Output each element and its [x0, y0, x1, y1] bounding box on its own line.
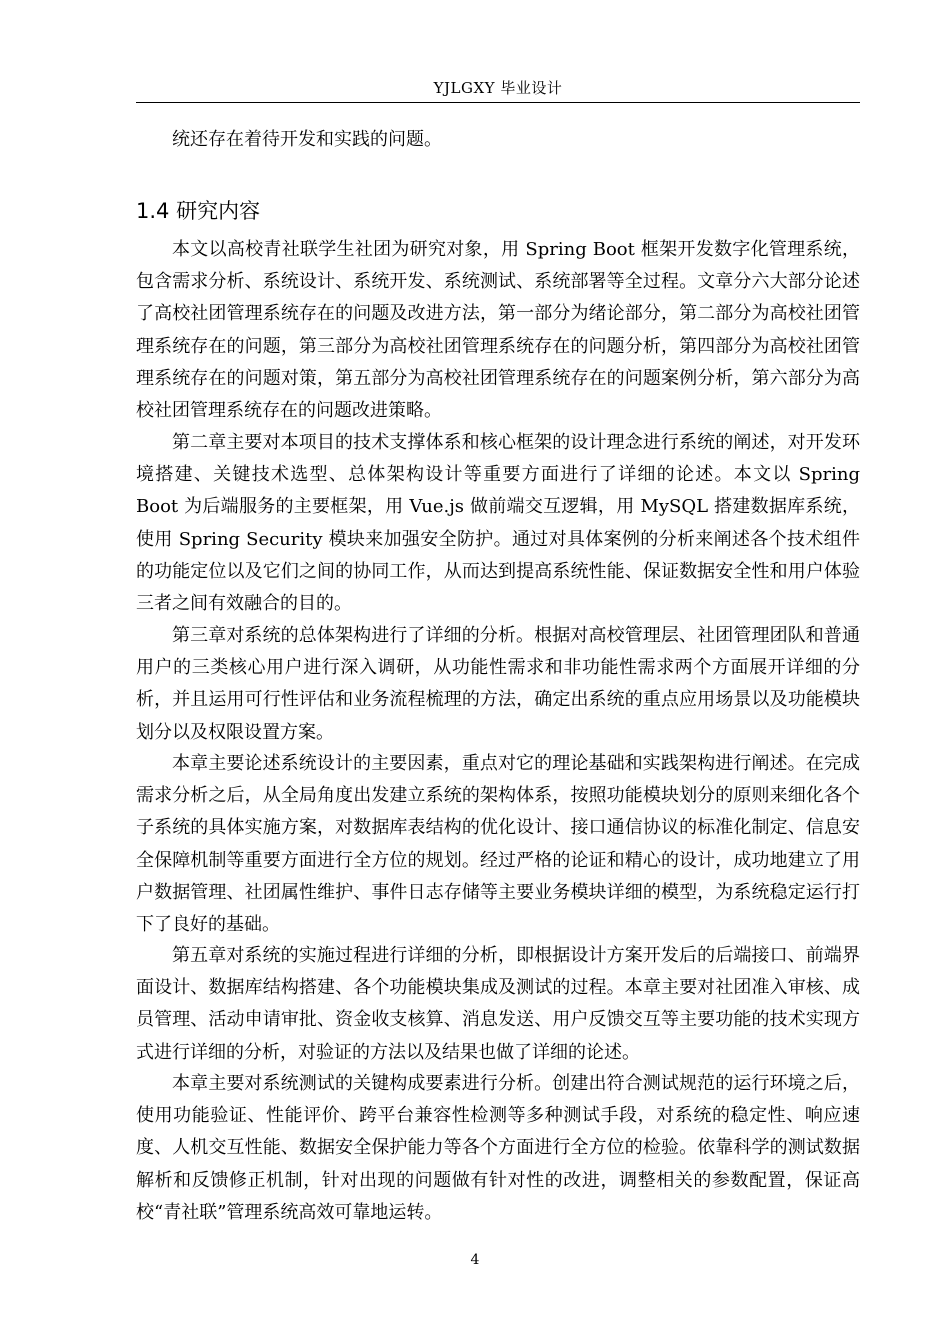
header-divider [136, 102, 860, 103]
paragraph-chapter-5: 第五章对系统的实施过程进行详细的分析，即根据设计方案开发后的后端接口、前端界面设计、数据库结构搭建、各个功能模块集成及测试的过程。本章主要对社团准入审核、成员管理、活动申请审批、资金收支核算、消息发送、用户反馈交互等主要功能的技术实现方式进行详细的分析，对验证的方法以及结果也做了详细的论述。 [136, 945, 860, 1063]
running-header: YJLGXY 毕业设计 [433, 79, 563, 97]
paragraph-chapter-4: 本章主要论述系统设计的主要因素，重点对它的理论基础和实践架构进行阐述。在完成需求分析之后，从全局角度出发建立系统的架构体系，按照功能模块划分的原则来细化各个子系统的具体实施方案，对数据库表结构的优化设计、接口通信协议的标准化制定、信息安全保障机制等重要方面进行全方位的规划。经过严格的论证和精心的设计，成功地建立了用户数据管理、社团属性维护、事件日志存储等主要业务模块详细的模型，为系统稳定运行打下了良好的基础。 [136, 753, 860, 936]
paragraph-chapter-2: 第二章主要对本项目的技术支撑体系和核心框架的设计理念进行系统的阐述，对开发环境搭建、关键技术选型、总体架构设计等重要方面进行了详细的论述。本文以 Spring Boot 为后端服务的主要框架，用 Vue.js 做前端交互逻辑，用 MySQL 搭建数据库系统，使用 Spring Security 模块来加强安全防护。通过对具体案例的分析来阐述各个技术组件的功能定位以及它们之间的协同工作，从而达到提高系统性能、保证数据安全性和用户体验三者之间有效融合的目的。 [136, 432, 860, 615]
paragraph-chapter-3: 第三章对系统的总体架构进行了详细的分析。根据对高校管理层、社团管理团队和普通用户的三类核心用户进行深入调研，从功能性需求和非功能性需求两个方面展开详细的分析，并且运用可行性评估和业务流程梳理的方法，确定出系统的重点应用场景以及功能模块划分以及权限设置方案。 [136, 625, 860, 743]
paragraph-chapter-6: 本章主要对系统测试的关键构成要素进行分析。创建出符合测试规范的运行环境之后，使用功能验证、性能评价、跨平台兼容性检测等多种测试手段，对系统的稳定性、响应速度、人机交互性能、数据安全保护能力等各个方面进行全方位的检验。依靠科学的测试数据解析和反馈修正机制，针对出现的问题做有针对性的改进，调整相关的参数配置，保证高校“青社联”管理系统高效可靠地运转。 [136, 1073, 860, 1223]
section-heading: 1.4 研究内容 [136, 199, 261, 223]
paragraph-overview: 本文以高校青社联学生社团为研究对象，用 Spring Boot 框架开发数字化管理系统，包含需求分析、系统设计、系统开发、系统测试、系统部署等全过程。文章分六大部分论述了高校社团管理系统存在的问题及改进方法，第一部分为绪论部分，第二部分为高校社团管理系统存在的问题，第三部分为高校社团管理系统存在的问题分析，第四部分为高校社团管理系统存在的问题对策，第五部分为高校社团管理系统存在的问题案例分析，第六部分为高校社团管理系统存在的问题改进策略。 [136, 239, 860, 422]
page-number: 4 [470, 1252, 480, 1268]
continued-paragraph: 统还存在着待开发和实践的问题。 [172, 129, 442, 150]
